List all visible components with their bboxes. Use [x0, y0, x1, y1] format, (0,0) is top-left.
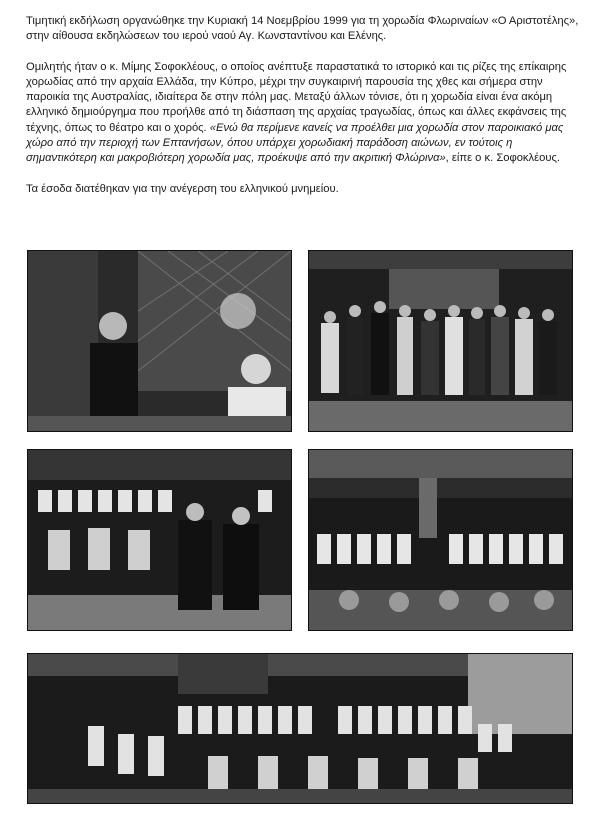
article-text	[26, 14, 582, 212]
choir-group-standing-photo	[308, 250, 573, 432]
photo-speakers-icon	[28, 251, 291, 431]
musicians-and-honorees-photo	[27, 449, 292, 631]
speaker-quote: «Ενώ θα περίμενε κανείς να προέλθει μια χορωδία στον παροικιακό μας χώρο από την περιοχή των Επτανήσων, όπου υπάρχει χορωδιακή παράδοση αιώνων, εν τούτοις η σημαντικότερη και μακροβιότερη χορωδία μας, προέκυψε από την ακριτική Φλώρινα»	[26, 121, 564, 165]
photo-musicians-icon	[28, 450, 291, 630]
paragraph-speaker	[26, 60, 582, 167]
photo-wide-choir-icon	[28, 654, 572, 803]
speaker-attribution: , είπε ο κ. Σοφοκλέους.	[445, 152, 560, 165]
speaker-text: Ομιλητής ήταν ο κ. Μίμης Σοφοκλέους, ο οποίος ανέπτυξε παραστατικά το ιστορικό και τις ρίζες της επίκαιρης χορωδίας από την αρχαία Ελλάδα, την Κύπρο, μέχρι την συγκαιρινή παρουσία της χθες και σήμερα στην παροικία της Αυστραλίας, ιδιαίτερα δε στην πόλη μας. Μεταξύ άλλων τόνισε, ότι η χορωδία είναι ένα ακόμη ελληνικό δημιούργημα που προήλθε από τη διάσπαση της αρχαίας τραγωδίας, όπως και άλλες εκφάνσεις της τέχνης, όπως το θέατρο και ο χορός.	[26, 60, 567, 134]
photo-group-icon	[309, 251, 572, 431]
photo-choir-icon	[309, 450, 572, 630]
speakers-photo	[27, 250, 292, 432]
paragraph-event-intro: Τιμητική εκδήλωση οργανώθηκε την Κυριακή 14 Νοεμβρίου 1999 για τη χορωδία Φλωριναίων «Ο Αριστοτέλης», στην αίθουσα εκδηλώσεων του ιερού ναού Αγ. Κωνσταντίνου και Ελένης.	[26, 15, 579, 43]
full-choir-wide-photo	[27, 653, 573, 804]
choir-performance-photo	[308, 449, 573, 631]
paragraph-proceeds: Τα έσοδα διατέθηκαν για την ανέγερση του ελληνικού μνημείου.	[26, 182, 339, 195]
